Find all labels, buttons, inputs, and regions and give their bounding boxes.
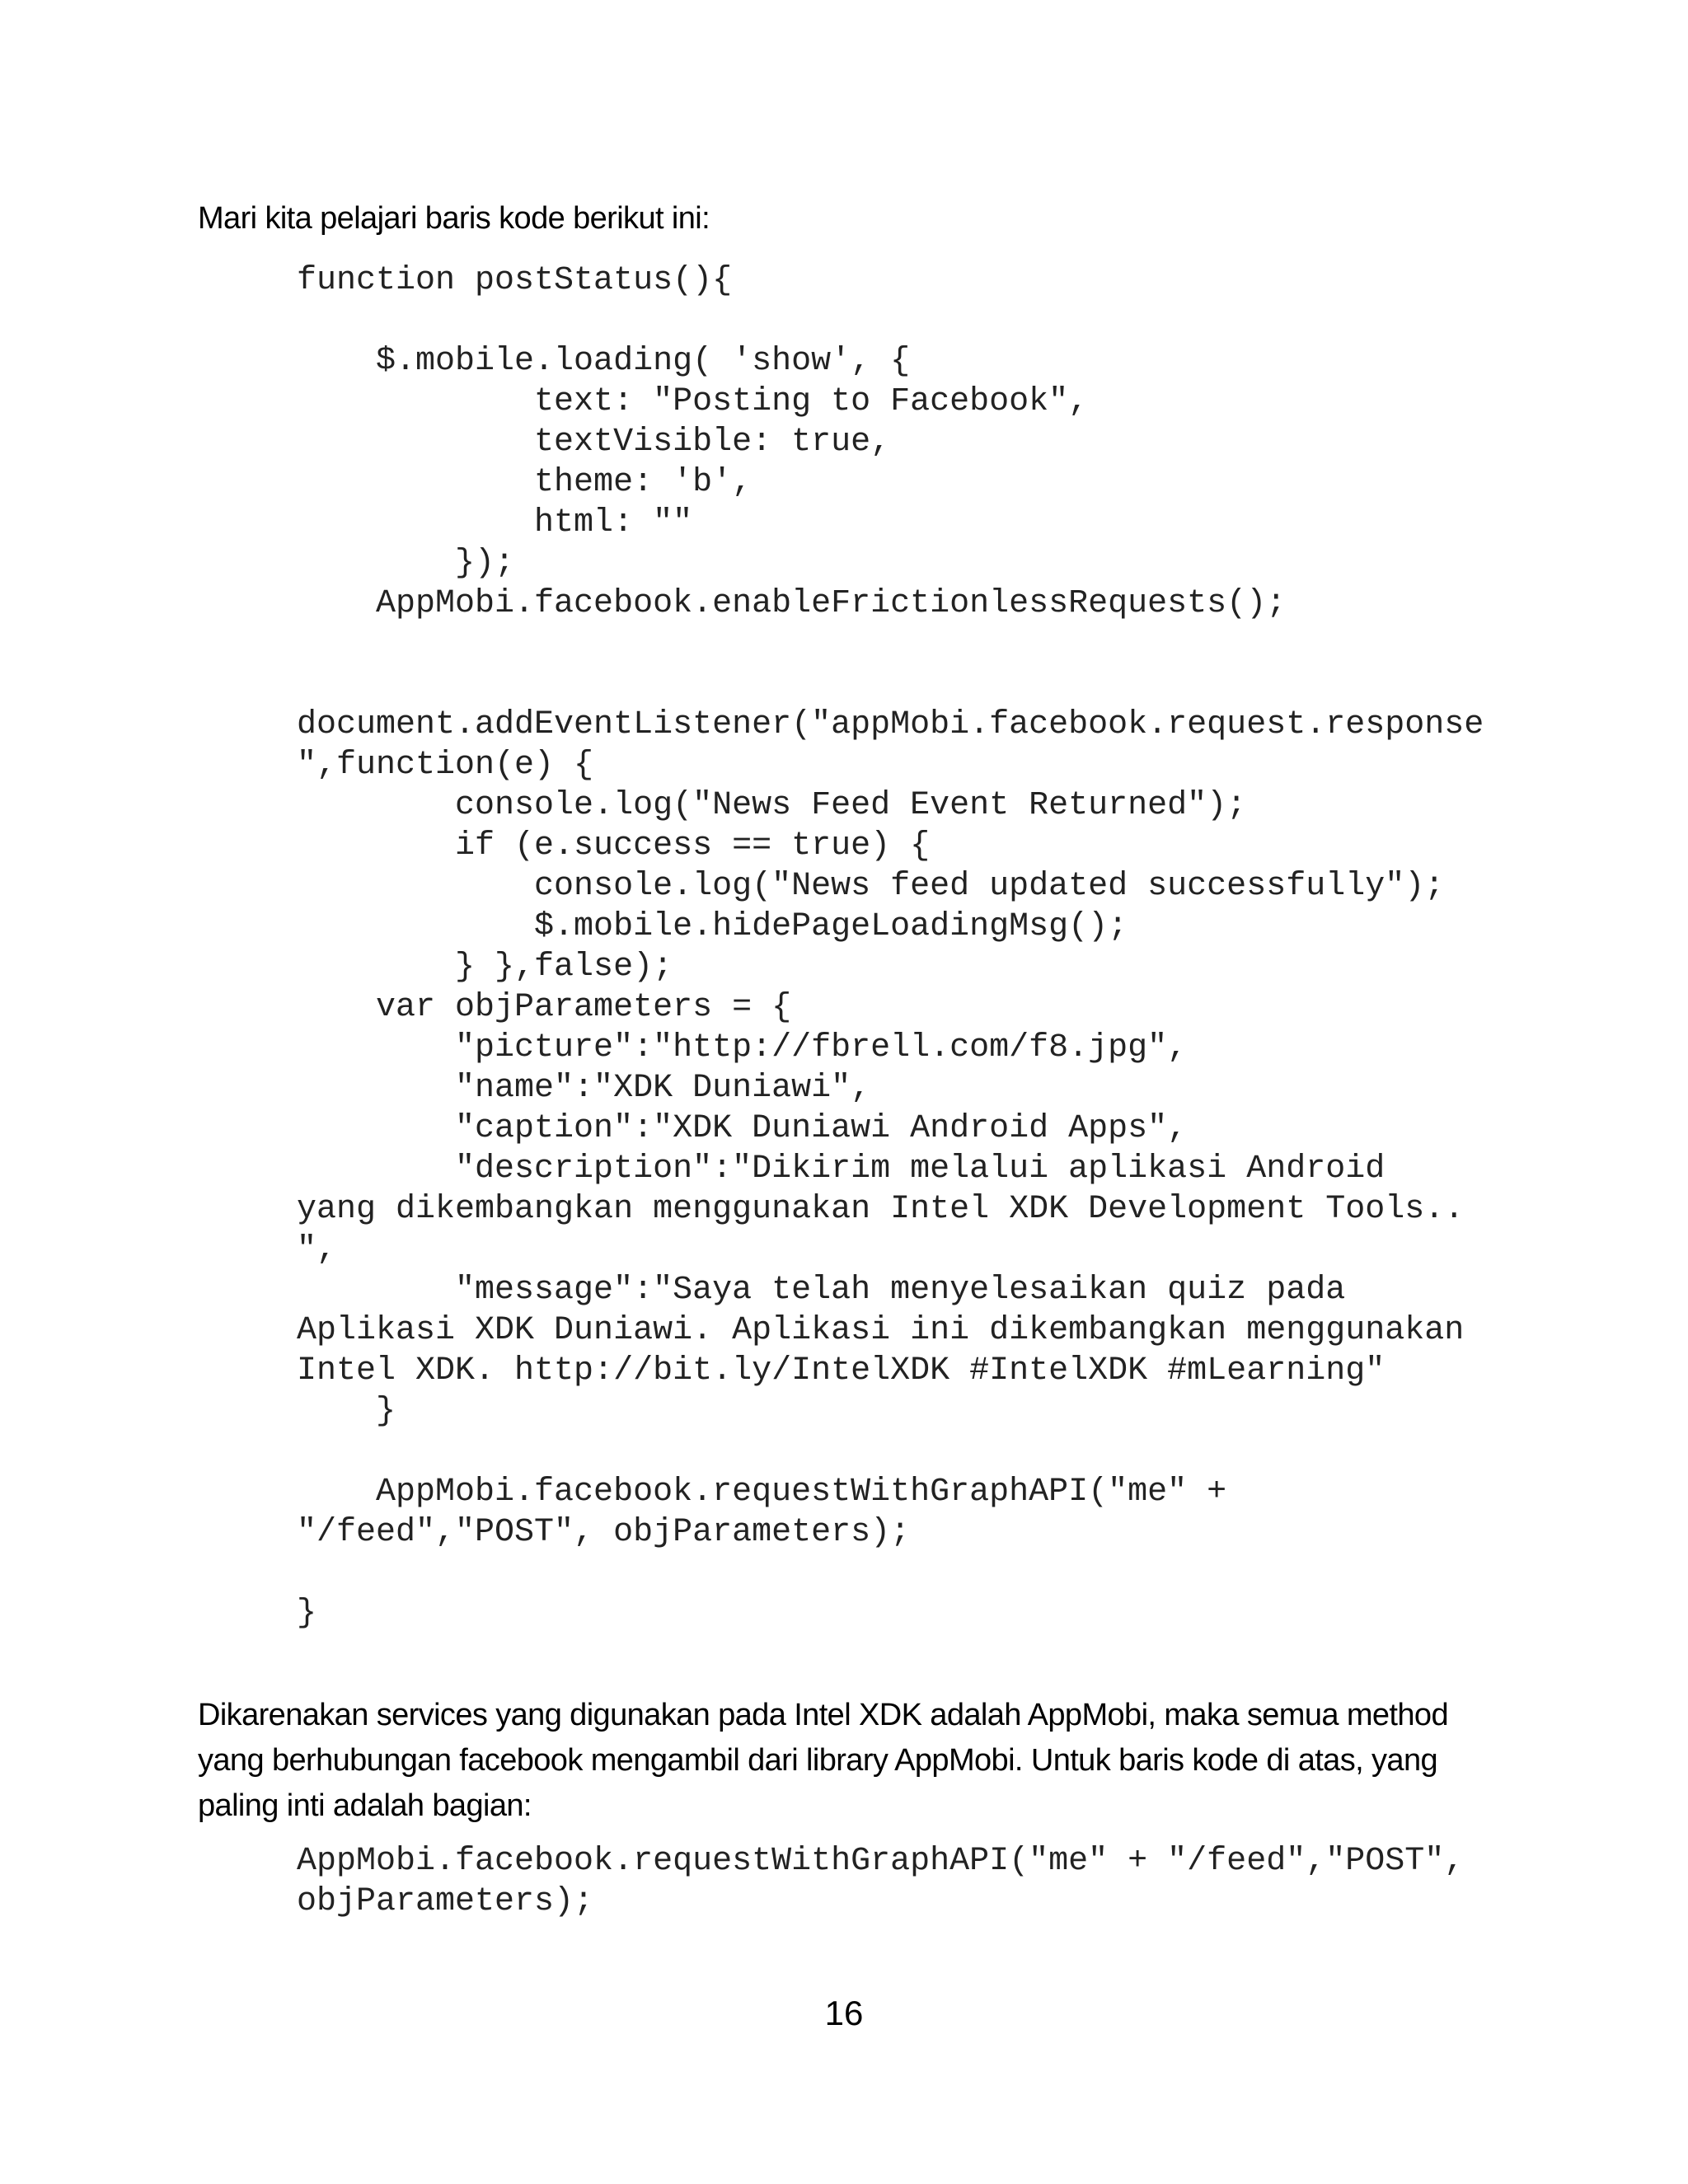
code-block-main: function postStatus(){ $.mobile.loading( 'show', { text: "Posting to Facebook", textVisible: true, theme: 'b', html: "" }); AppMobi.facebook.enableFrictionlessRequests(); document.addEventListener("appMobi.facebook.request.response ",function(e) { console.log("News Feed Event Returned"); if (e.success == true) { console.log("News feed updated successfully"); $.mobile.hidePageLoadingMsg(); } },false); var objParameters = { "picture":"http://fbrell.com/f8.jpg", "name":"XDK Duniawi", "caption":"XDK Duniawi Android Apps", "description":"Dikirim melalui aplikasi Android yang dikembangkan menggunakan Intel XDK Development Tools.. ", "message":"Saya telah menyelesaikan quiz pada Aplikasi XDK Duniawi. Aplikasi ini dikembangkan menggunakan Intel XDK. http://bit.ly/IntelXDK #IntelXDK #mLearning" } AppMobi.facebook.requestWithGraphAPI("me" + "/feed","POST", objParameters); } xyxy=(297,262,1484,1632)
explanation-line: yang berhubungan facebook mengambil dari library AppMobi. Untuk baris kode di atas, yang xyxy=(198,1743,1438,1778)
code-block-snippet: AppMobi.facebook.requestWithGraphAPI("me" + "/feed","POST", objParameters); xyxy=(297,1843,1465,1920)
explanation-line: paling inti adalah bagian: xyxy=(198,1788,532,1823)
explanation-paragraph xyxy=(198,1693,1448,1829)
explanation-line: Dikarenakan services yang digunakan pada Intel XDK adalah AppMobi, maka semua method xyxy=(198,1698,1448,1732)
page-number: 16 xyxy=(824,1994,864,2032)
intro-paragraph: Mari kita pelajari baris kode berikut ini: xyxy=(198,201,710,236)
